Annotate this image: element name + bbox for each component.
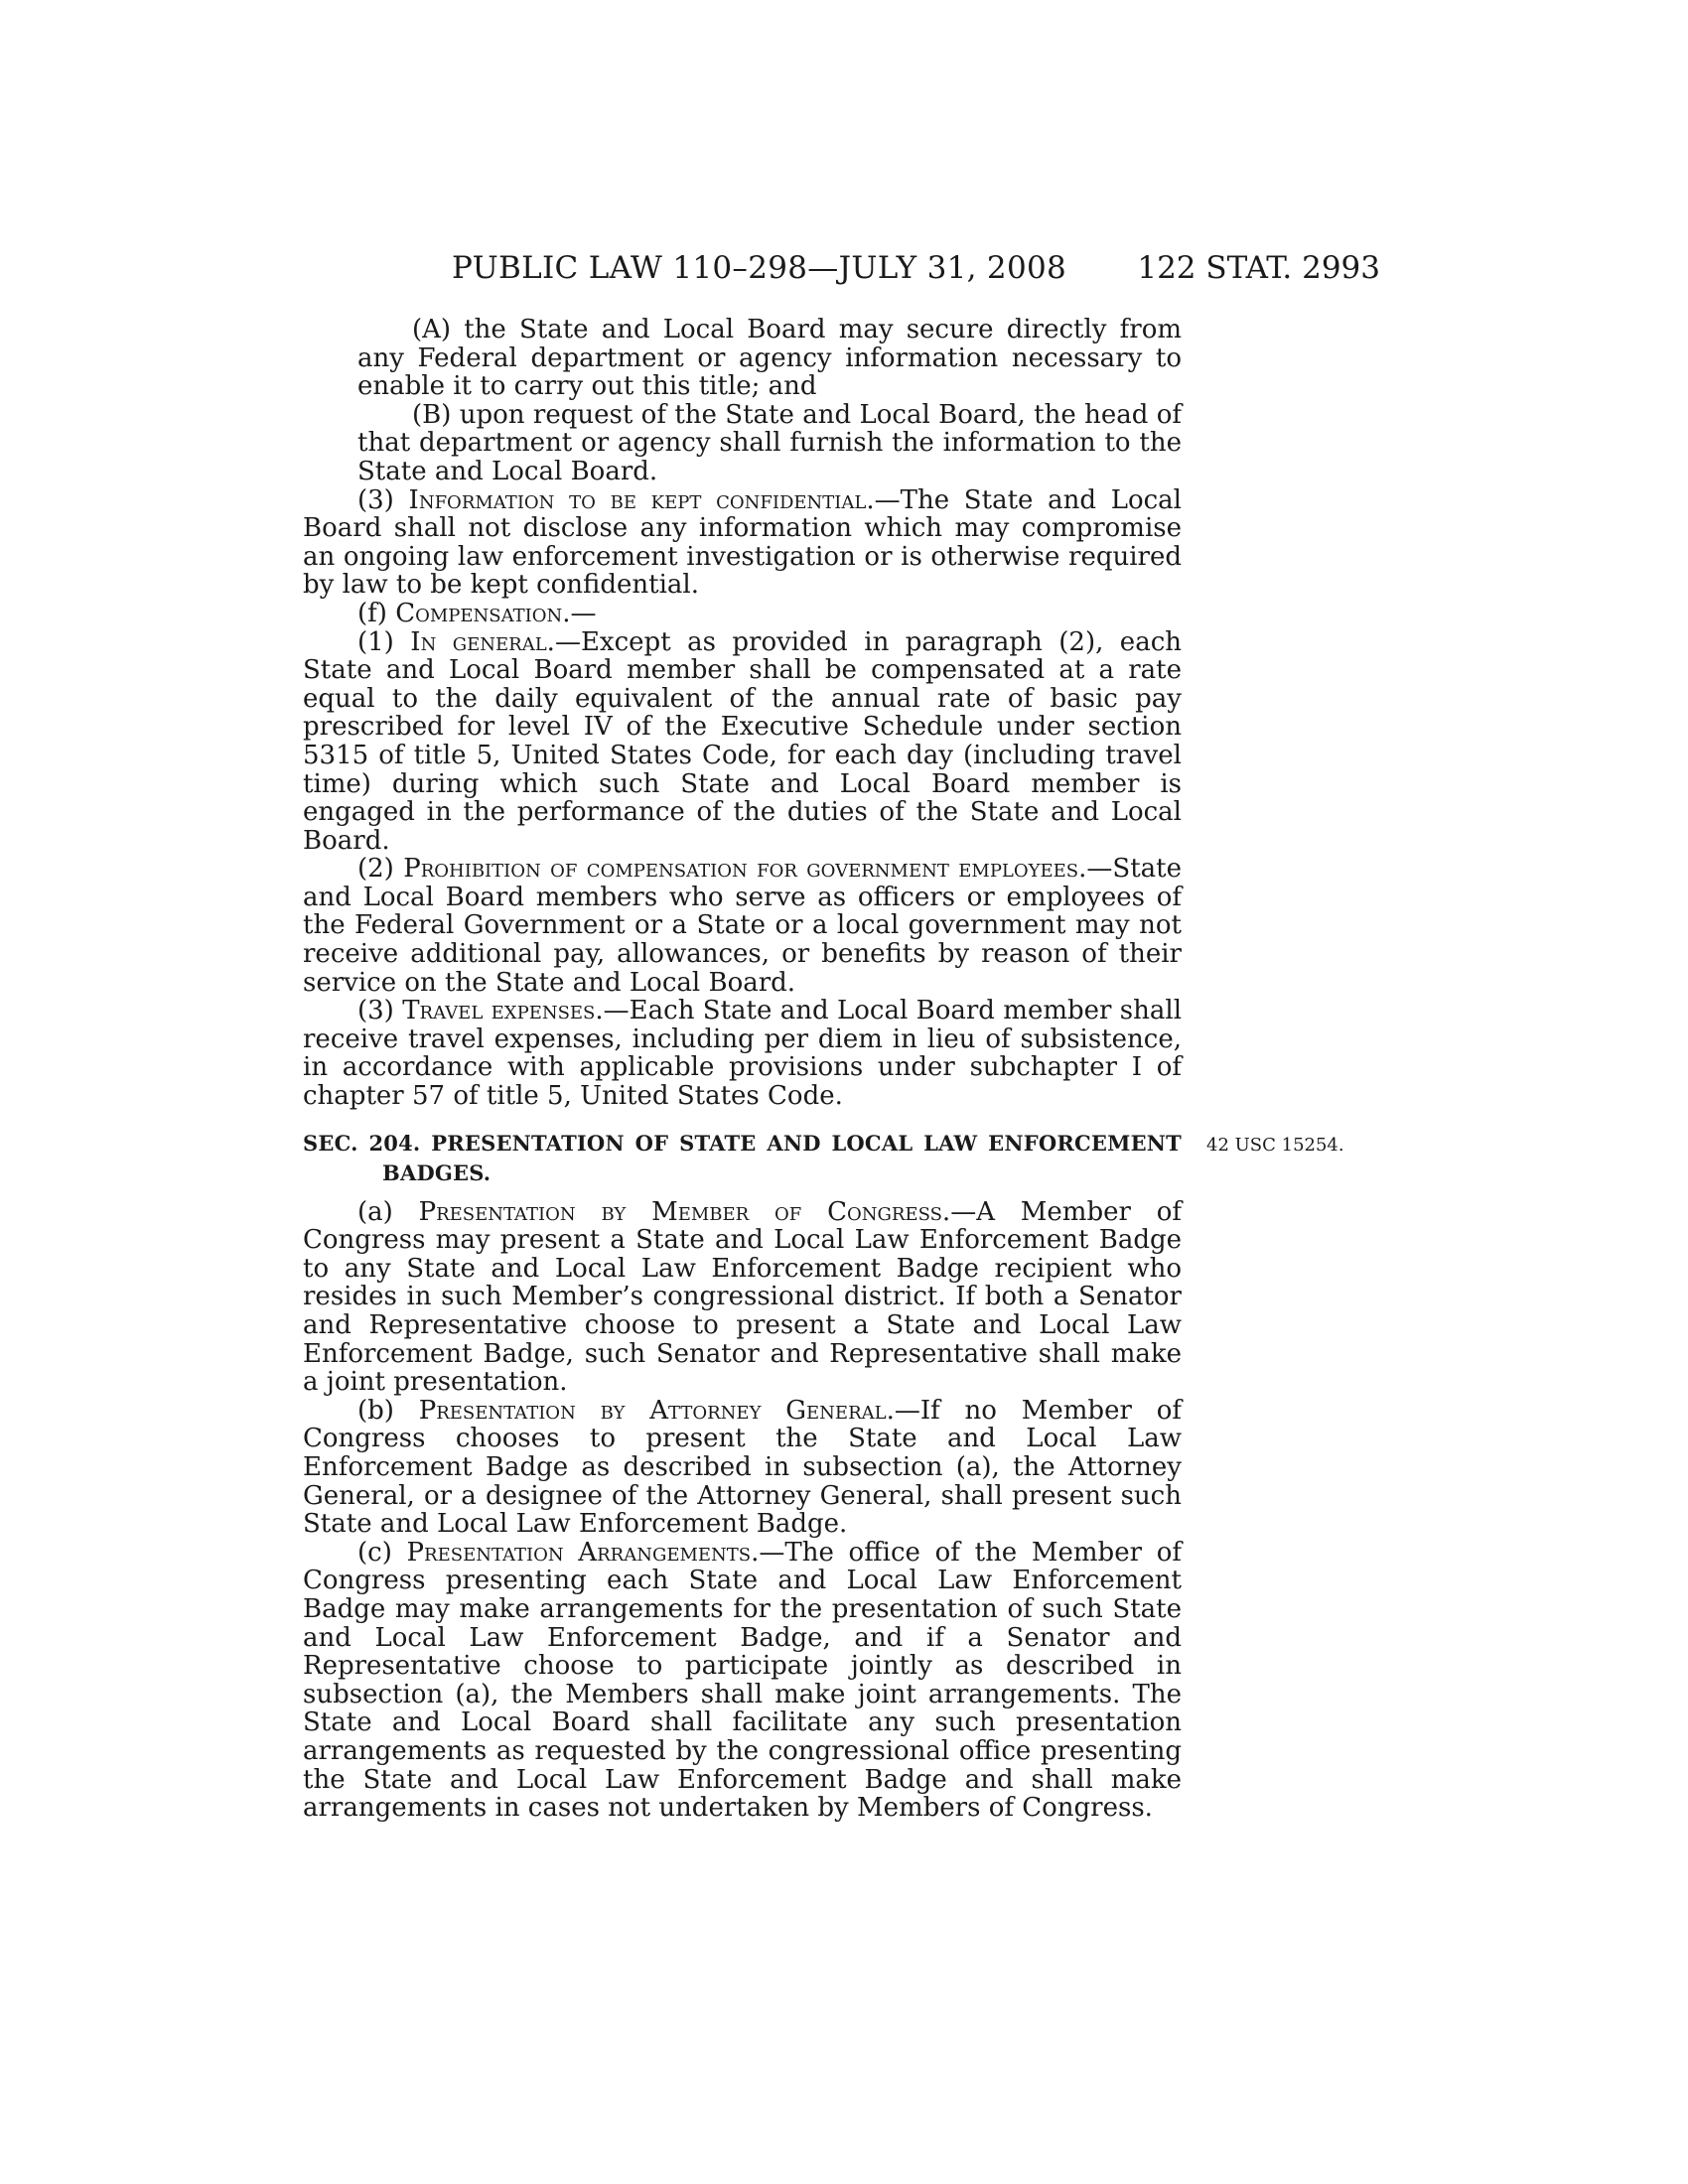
subsection-heading: Compensation. [395, 598, 571, 628]
paragraph-e3-confidential: (3) Information to be kept confidential.—The State and Local Board shall not disclose any information which may compromise an ongoing law enforcement investigation or is otherwise required by law to be kept confidential. [303, 484, 1182, 601]
paragraph-f2-prohibition: (2) Prohibition of compensation for government employees.—State and Local Board members who serve as officers or employees of the Federal Government or a State or a local government may not receive additional pay, allowances, or benefits by reason of their service on the State and Local Board. [303, 854, 1183, 998]
page-stat-number: 122 STAT. 2993 [1137, 250, 1380, 286]
margin-note-usc: 42 USC 15254. [1206, 1134, 1344, 1156]
subsection-heading: Presentation by Member of Congress. [418, 1196, 951, 1227]
paragraph-heading: Information to be kept confidential. [408, 484, 875, 515]
subsection-c-arrangements: (c) Presentation Arrangements.—The office of the Member of Congress presenting each State and Local Law Enforcement Badge may make arrangements for the presentation of such State and Local Law Enforcement Badge, and if a Senator and Representative choose to participate jointly as described in subsection (a), the Members shall make joint arrangements. The State and Local Board shall facilitate any such presentation arrangements as requested by the congressional office presenting the State and Local Law Enforcement Badge and shall make arrangements in cases not undertaken by Members of Congress. [303, 1537, 1182, 1824]
subsection-f-compensation: (f) Compensation.— [357, 598, 597, 628]
paragraph-f1-in-general: (1) In general.—Except as provided in paragraph (2), each State and Local Board member shall be compensated at a rate equal to the daily equivalent of the annual rate of basic pay prescribed for level IV of the Executive Schedule under section 5315 of title 5, United States Code, for each day (including travel time) during which such State and Local Board member is engaged in the performance of the duties of the State and Local Board. [303, 626, 1183, 856]
subsection-b-attorney-general: (b) Presentation by Attorney General.—If no Member of Congress chooses to present the State and Local Law Enforcement Badge as described in subsection (a), the Attorney General, or a designee of the Attorney General, shall present such State and Local Law Enforcement Badge. [303, 1395, 1182, 1540]
running-head-title: PUBLIC LAW 110–298—JULY 31, 2008 [452, 250, 1067, 286]
page-header [0, 250, 1688, 290]
paragraph-A: (A) the State and Local Board may secure directly from any Federal department or agency information necessary to enable it to carry out this title; and [357, 315, 1182, 402]
subsection-heading: Presentation by Attorney General. [418, 1395, 895, 1426]
subsection-heading: Presentation Arrangements. [406, 1537, 760, 1568]
paragraph-heading: Travel expenses. [402, 996, 604, 1026]
paragraph-f3-travel: (3) Travel expenses.—Each State and Local Board member shall receive travel expenses, including per diem in lieu of subsistence, in accordance with applicable provisions under subchapter I of chapter 57 of title 5, United States Code. [303, 996, 1183, 1112]
paragraph-heading: Prohibition of compensation for government employees. [403, 854, 1087, 885]
paragraph-heading: In general. [410, 626, 555, 657]
section-204-heading [303, 1129, 1344, 1188]
subsection-a-member-of-congress: (a) Presentation by Member of Congress.—A Member of Congress may present a State and Local Law Enforcement Badge to any State and Local Law Enforcement Badge recipient who resides in such Member’s congressional district. If both a Senator and Representative choose to present a State and Local Law Enforcement Badge, such Senator and Representative shall make a joint presentation. [303, 1196, 1182, 1398]
paragraph-B: (B) upon request of the State and Local Board, the head of that department or agency shall furnish the information to the State and Local Board. [357, 399, 1182, 486]
section-title: SEC. 204. PRESENTATION OF STATE AND LOCAL LAW ENFORCEMENT BADGES. [303, 1130, 1182, 1185]
statute-text [303, 315, 1344, 1824]
